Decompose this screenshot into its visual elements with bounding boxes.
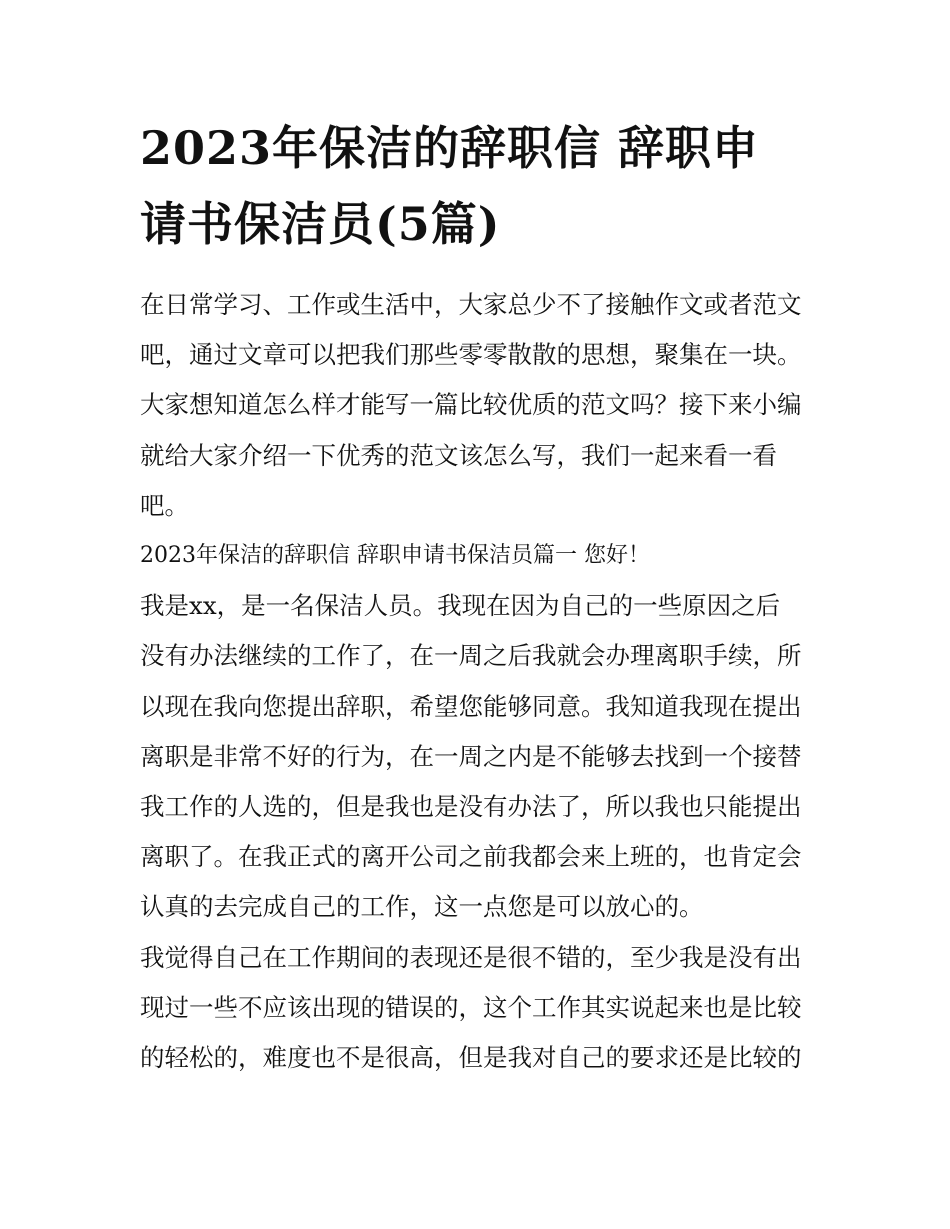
text-line: 大家想知道怎么样才能写一篇比较优质的范文吗？接下来小编 [140, 390, 802, 420]
text-line: 现过一些不应该出现的错误的，这个工作其实说起来也是比较 [140, 992, 802, 1022]
text-line: 认真的去完成自己的工作，这一点您是可以放心的。 [140, 892, 704, 922]
body-paragraph-2 [140, 933, 820, 1084]
text-line: 我工作的人选的，但是我也是没有办法了，所以我也只能提出 [140, 792, 802, 822]
text-line: 以现在我向您提出辞职，希望您能够同意。我知道我现在提出 [140, 691, 802, 721]
body-paragraph-1 [140, 581, 820, 932]
text-line: 的轻松的，难度也不是很高，但是我对自己的要求还是比较的 [140, 1043, 802, 1073]
text-line: 我是xx，是一名保洁人员。我现在因为自己的一些原因之后 [140, 591, 781, 621]
text-line: 离职了。在我正式的离开公司之前我都会来上班的，也肯定会 [140, 842, 802, 872]
intro-paragraph [140, 280, 820, 531]
title-line: 2023年保洁的辞职信 辞职申 [140, 121, 760, 175]
section-heading: 2023年保洁的辞职信 辞职申请书保洁员篇一 您好！ [140, 543, 650, 569]
title-line: 请书保洁员(5篇) [140, 197, 501, 251]
document-page [140, 110, 820, 1083]
text-line: 就给大家介绍一下优秀的范文该怎么写，我们一起来看一看 [140, 440, 777, 470]
text-line: 没有办法继续的工作了，在一周之后我就会办理离职手续，所 [140, 641, 802, 671]
text-line: 吧。 [140, 490, 189, 520]
text-line: 在日常学习、工作或生活中，大家总少不了接触作文或者范文 [140, 290, 802, 319]
text-line: 我觉得自己在工作期间的表现还是很不错的，至少我是没有出 [140, 942, 802, 972]
document-title [140, 110, 820, 262]
text-line: 吧，通过文章可以把我们那些零零散散的思想，聚集在一块。 [140, 340, 802, 370]
text-line: 离职是非常不好的行为，在一周之内是不能够去找到一个接替 [140, 741, 802, 771]
